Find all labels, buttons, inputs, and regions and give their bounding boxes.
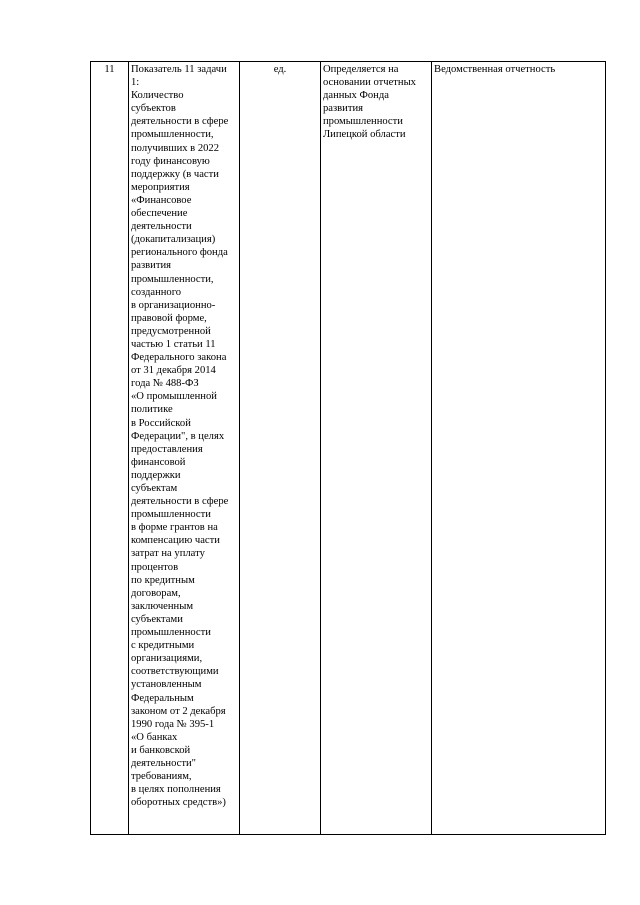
indicator-text-line: развития	[131, 260, 172, 272]
unit-of-measure: ед.	[273, 64, 287, 75]
indicator-text-line: соответствующими	[131, 666, 219, 678]
indicator-text-line: получивших в 2022	[131, 142, 220, 154]
indicator-text-line: субъектов	[131, 103, 176, 115]
indicator-text-line: затрат на уплату	[131, 548, 205, 560]
indicator-text-line: по кредитным	[131, 574, 195, 586]
indicator-text-line: Федерации", в целях	[131, 430, 225, 442]
method-text-line: Определяется на	[323, 64, 399, 75]
indicator-text-line: частью 1 статьи 11	[131, 338, 216, 350]
indicator-text-line: предусмотренной	[131, 325, 211, 337]
indicator-text-line: Федерального закона	[131, 352, 227, 364]
indicator-text-line: деятельности в сфере	[131, 116, 229, 128]
indicator-text-line: в целях пополнения	[131, 784, 221, 796]
method-cell	[321, 62, 432, 835]
method-text-line: основании отчетных	[323, 77, 416, 89]
indicator-text-line: поддержку (в части	[131, 168, 219, 180]
indicator-text-line: «Финансовое	[131, 194, 192, 206]
indicator-table	[90, 61, 606, 835]
indicator-text-line: деятельности в сфере	[131, 496, 229, 508]
unit-cell	[240, 62, 321, 835]
indicator-text-line: компенсацию части	[131, 535, 220, 547]
indicator-text-line: от 31 декабря 2014	[131, 365, 216, 377]
indicator-text-line: 1:	[131, 77, 140, 89]
indicator-text-line: промышленности	[131, 509, 211, 521]
indicator-text-line: деятельности	[131, 221, 192, 233]
indicator-text-line: «О промышленной	[131, 391, 217, 403]
indicator-text-line: оборотных средств»)	[131, 797, 226, 809]
indicator-text-line: в организационно-	[131, 299, 216, 311]
indicator-text-line: промышленности	[131, 627, 211, 639]
indicator-text-line: организациями,	[131, 653, 203, 665]
indicator-text-line: субъектами	[131, 613, 183, 625]
calculation-method	[323, 63, 429, 142]
indicator-text-line: году финансовую	[131, 155, 210, 167]
indicator-text-line: договорам,	[131, 587, 181, 599]
indicator-text-line: и банковской	[131, 744, 191, 756]
indicator-text-line: Показатель 11 задачи	[131, 64, 227, 75]
indicator-text-line: «О банках	[131, 731, 178, 743]
table-row	[91, 62, 606, 835]
indicator-text-line: промышленности,	[131, 273, 214, 285]
indicator-text-line: в Российской	[131, 417, 191, 429]
indicator-text-line: созданного	[131, 286, 182, 298]
indicator-text-line: обеспечение	[131, 208, 188, 220]
indicator-text-line: с кредитными	[131, 640, 195, 652]
indicator-text-line: финансовой	[131, 456, 186, 468]
indicator-text-line: правовой форме,	[131, 312, 207, 324]
indicator-text-line: процентов	[131, 561, 179, 573]
indicator-text-line: мероприятия	[131, 181, 190, 193]
indicator-text-line: Федеральным	[131, 692, 194, 704]
indicator-text-line: регионального фонда	[131, 247, 228, 259]
indicator-text-line: в форме грантов на	[131, 522, 218, 534]
indicator-text-line: (докапитализация)	[131, 234, 216, 246]
method-text-line: промышленности	[323, 116, 403, 128]
indicator-text-line: политике	[131, 404, 173, 416]
row-number-cell	[91, 62, 129, 835]
indicator-text-line: 1990 года № 395-1	[131, 718, 215, 730]
indicator-text-line: субъектам	[131, 483, 178, 494]
data-source: Ведомственная отчетность	[434, 64, 556, 75]
indicator-text-line: требованиям,	[131, 771, 192, 783]
indicator-text-line: года № 488-ФЗ	[131, 378, 199, 390]
indicator-text-line: заключенным	[131, 600, 194, 612]
method-text-line: развития	[323, 103, 364, 115]
indicator-name-cell	[129, 62, 240, 835]
indicator-text-line: деятельности"	[131, 757, 196, 769]
indicator-text-line: промышленности,	[131, 129, 214, 141]
indicator-text-line: установленным	[131, 679, 202, 691]
source-cell	[432, 62, 606, 835]
indicator-text-line: предоставления	[131, 443, 203, 455]
indicator-text-line: Количество	[131, 90, 184, 102]
indicator-name	[131, 63, 237, 809]
method-text-line: Липецкой области	[323, 129, 406, 141]
method-text-line: данных Фонда	[323, 90, 389, 102]
row-number: 11	[104, 64, 115, 75]
indicator-text-line: поддержки	[131, 469, 181, 481]
indicator-text-line: законом от 2 декабря	[131, 705, 226, 717]
